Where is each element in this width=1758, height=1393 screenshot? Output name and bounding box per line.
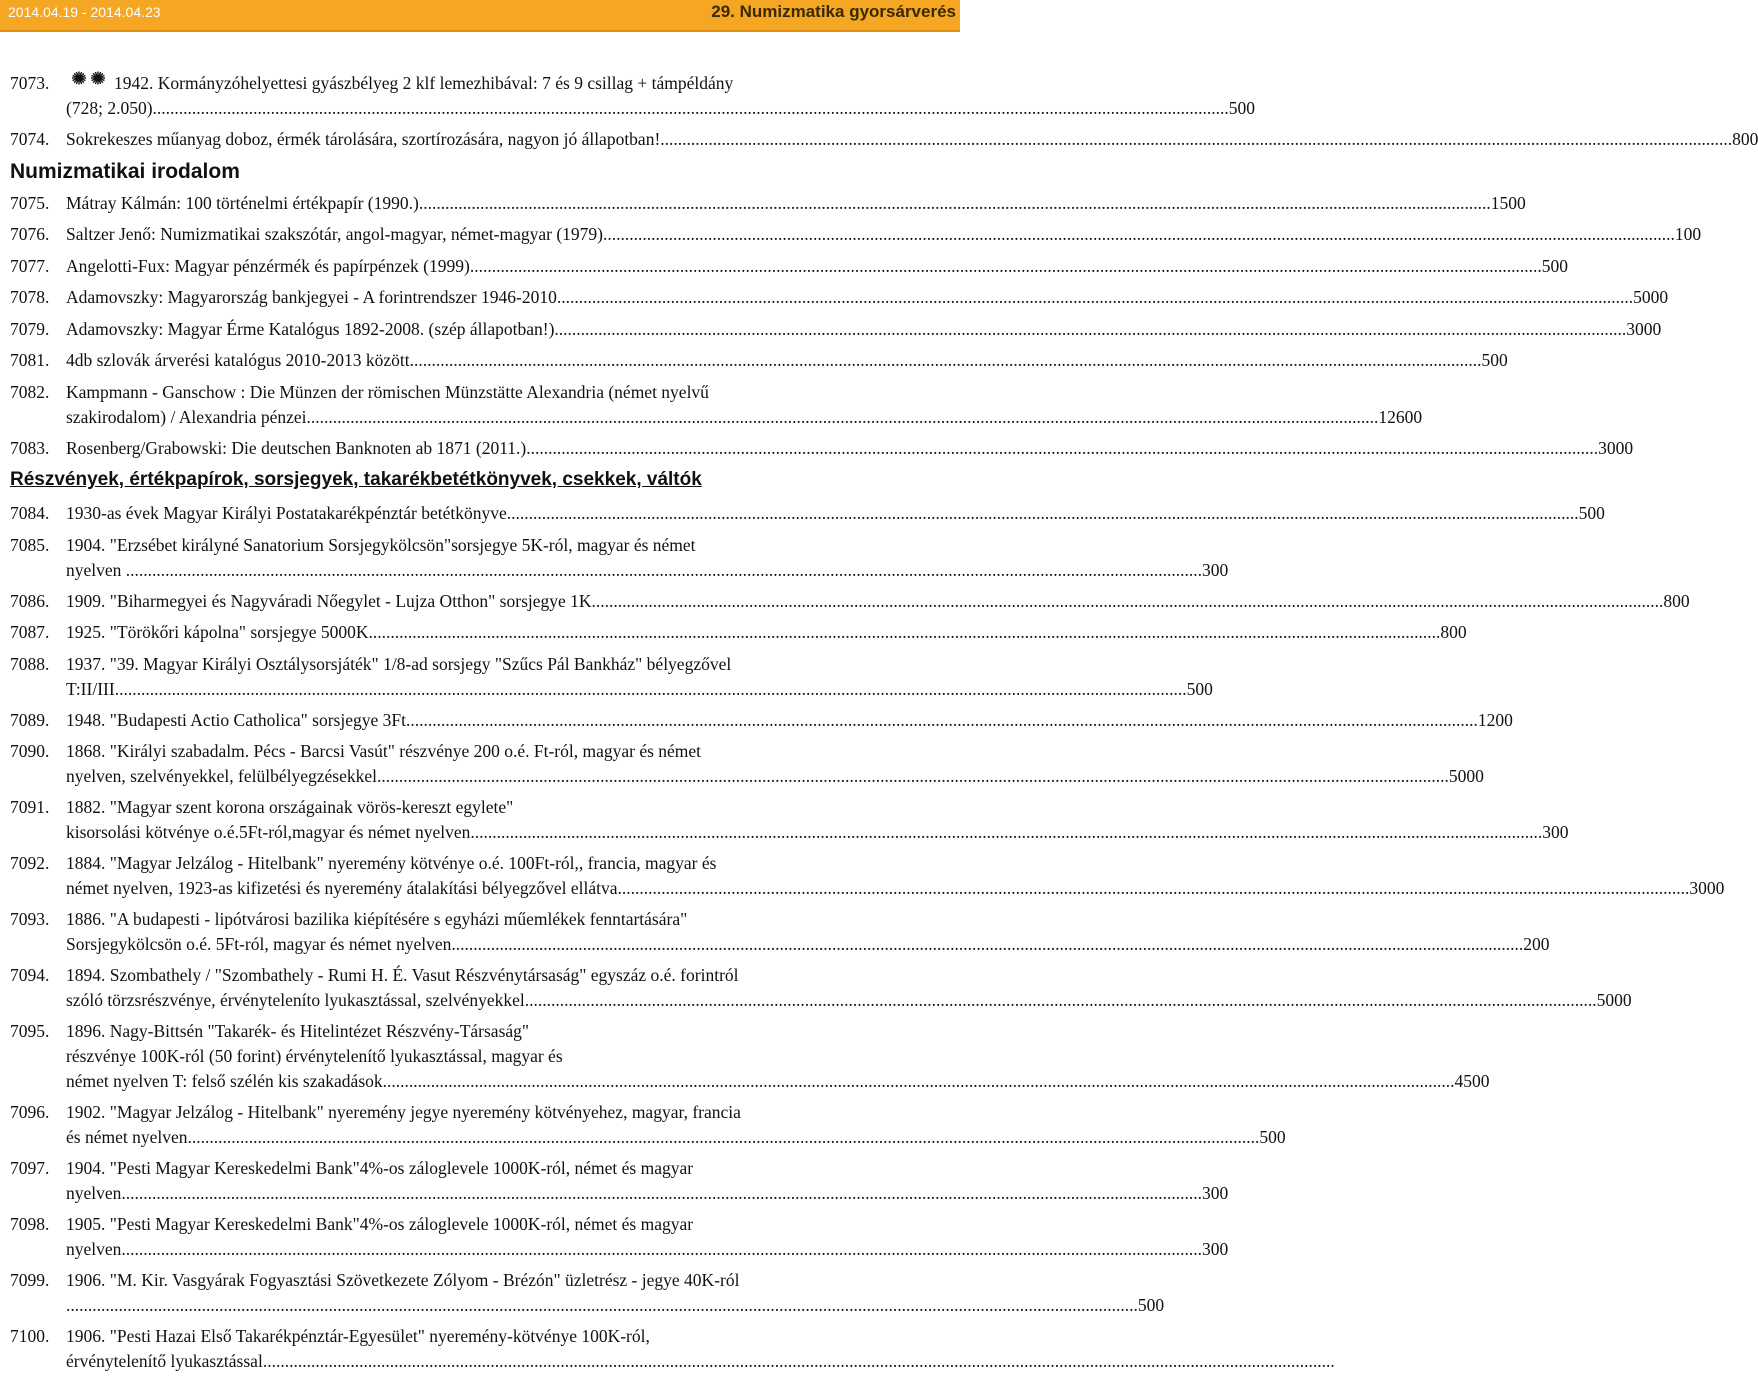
lot-number: 7096. xyxy=(10,1102,50,1122)
description-line xyxy=(66,1324,1335,1349)
dot-leader xyxy=(554,317,1626,342)
description-line xyxy=(66,348,1508,373)
lot-number: 7094. xyxy=(10,965,50,985)
description-line xyxy=(66,1237,1228,1262)
lot-price: 800 xyxy=(1663,590,1690,611)
dot-leader xyxy=(187,1125,1259,1150)
catalog-entry xyxy=(10,380,1423,430)
description-line xyxy=(66,708,1513,733)
description-line xyxy=(66,1293,1164,1318)
lot-text: 1937. "39. Magyar Királyi Osztálysorsjáték" 1/8-ad sorsjegy "Szűcs Pál Bankház" bélyegzővel xyxy=(66,653,732,674)
section-heading-shares: Részvények, értékpapírok, sorsjegyek, takarékbetétkönyvek, csekkek, váltók xyxy=(10,469,702,490)
dot-leader xyxy=(307,405,1379,430)
lot-description xyxy=(66,1212,1228,1262)
catalog-entry xyxy=(10,1019,1490,1094)
dot-leader xyxy=(383,1069,1455,1094)
lot-price: 5000 xyxy=(1448,766,1484,786)
dot-leader xyxy=(130,1237,1202,1262)
lot-text: szóló törzsrészvénye, érvényteleníto lyukasztással, szelvényekkel xyxy=(66,990,525,1010)
lot-number: 7083. xyxy=(10,437,50,458)
lot-description xyxy=(66,589,1690,614)
lot-number: 7092. xyxy=(10,853,50,873)
lot-text: 1930-as évek Magyar Királyi Postatakarékpénztár betétkönyve xyxy=(66,503,507,523)
lot-description xyxy=(66,285,1668,310)
lot-description xyxy=(66,436,1633,461)
lot-number: 7088. xyxy=(10,653,50,674)
lot-text: 1902. "Magyar Jelzálog - Hitelbank" nyeremény jegye nyeremény kötvényehez, magyar, francia xyxy=(66,1102,741,1122)
lot-text: 1886. "A budapesti - lipótvárosi bazilika kiépítésére s egyházi műemlékek fenntartására" xyxy=(66,909,688,929)
lot-text: részvénye 100K-ról (50 forint) érvénytelenítő lyukasztással, magyar és xyxy=(66,1046,563,1066)
catalog-entry xyxy=(10,348,1508,373)
description-line xyxy=(66,405,1422,430)
lot-text: (728; 2.050). xyxy=(66,98,157,118)
lot-number: 7090. xyxy=(10,741,50,761)
dot-leader xyxy=(130,558,1202,583)
lot-text: és német nyelven xyxy=(66,1127,188,1147)
lot-price: 5000 xyxy=(1633,287,1669,307)
lot-description xyxy=(66,71,1255,121)
dot-leader xyxy=(603,222,1675,247)
lot-description xyxy=(66,1268,1164,1318)
catalog-entry xyxy=(10,708,1513,733)
lot-price: 500 xyxy=(1137,1295,1165,1315)
dot-leader xyxy=(66,1293,1138,1318)
lot-description xyxy=(66,795,1568,845)
lot-text: 1884. "Magyar Jelzálog - Hitelbank" nyeremény kötvénye o.é. 100Ft-ról,, francia, magyar és xyxy=(66,853,717,873)
lot-price: 1200 xyxy=(1477,709,1513,730)
lot-number: 7073. xyxy=(10,73,50,93)
lot-number: 7095. xyxy=(10,1021,50,1041)
dot-leader xyxy=(406,708,1478,733)
lot-text: német nyelven, 1923-as kifizetési és nyeremény átalakítási bélyegzővel ellátva xyxy=(66,878,618,898)
lot-number: 7099. xyxy=(10,1270,50,1290)
lot-text: 1942. Kormányzóhelyettesi gyászbélyeg 2 klf lemezhibával: 7 és 9 csillag + támpéldány xyxy=(114,73,734,93)
lot-text: szakirodalom) / Alexandria pénzei xyxy=(66,406,307,427)
lot-text: 1904. "Erzsébet királyné Sanatorium Sorsjegykölcsön"sorsjegye 5K-ról, magyar és német xyxy=(66,534,696,555)
dot-leader xyxy=(660,127,1732,152)
catalog-entry xyxy=(10,501,1605,526)
entries-shares xyxy=(10,501,1725,1374)
dot-leader xyxy=(470,254,1542,279)
dot-leader xyxy=(115,677,1187,702)
dot-leader xyxy=(526,436,1598,461)
lot-price: 300 xyxy=(1202,1239,1229,1259)
description-line xyxy=(66,96,1255,121)
description-line xyxy=(66,222,1701,247)
lot-number: 7089. xyxy=(10,709,50,730)
dot-leader xyxy=(561,285,1633,310)
lot-price: 3000 xyxy=(1626,318,1662,339)
description-line xyxy=(66,1125,1286,1150)
lot-text: 1906. "Pesti Hazai Első Takarékpénztár-Egyesület" nyeremény-kötvénye 100K-ról, xyxy=(66,1326,650,1346)
lot-price: 100 xyxy=(1674,224,1702,244)
lot-text: 1904. "Pesti Magyar Kereskedelmi Bank"4%-os záloglevele 1000K-ról, német és magyar xyxy=(66,1158,694,1178)
lot-description xyxy=(66,652,1213,702)
catalog-content xyxy=(10,71,1758,1380)
dot-leader xyxy=(419,191,1491,216)
lot-number: 7076. xyxy=(10,224,50,244)
description-line xyxy=(66,1156,1228,1181)
lot-number: 7078. xyxy=(10,287,50,307)
description-line xyxy=(66,501,1605,526)
description-line xyxy=(66,1268,1164,1293)
lot-price: 500 xyxy=(1228,98,1256,118)
catalog-entry xyxy=(10,1212,1229,1262)
lot-price: 200 xyxy=(1523,934,1550,954)
lot-description xyxy=(66,1100,1286,1150)
entries-literature xyxy=(10,191,1702,461)
catalog-entry xyxy=(10,620,1467,645)
lot-description xyxy=(66,907,1550,957)
catalog-entry xyxy=(10,1156,1229,1206)
lot-text: 1894. Szombathely / "Szombathely - Rumi H. É. Vasut Részvénytársaság" egyszáz o.é. forintról xyxy=(66,965,739,985)
lot-text: Sokrekeszes műanyag doboz, érmék tárolására, szortírozására, nagyon jó állapotban! xyxy=(66,129,661,149)
lot-number: 7100. xyxy=(10,1326,50,1346)
lot-price: 12600 xyxy=(1378,406,1423,427)
description-line xyxy=(66,285,1668,310)
lot-description xyxy=(66,127,1758,152)
description-line xyxy=(66,620,1467,645)
lot-text: nyelven.. xyxy=(66,1239,131,1259)
lot-description xyxy=(66,254,1568,279)
lot-price: 500 xyxy=(1578,503,1605,523)
lot-price: 300 xyxy=(1202,1183,1229,1203)
description-line xyxy=(66,589,1690,614)
catalog-entry xyxy=(10,795,1569,845)
catalog-entry xyxy=(10,436,1634,461)
lot-description xyxy=(66,739,1484,789)
catalog-entry xyxy=(10,739,1484,789)
lot-price: 4500 xyxy=(1454,1071,1490,1091)
lot-text: 1896. Nagy-Bittsén "Takarék- és Hitelintézet Részvény-Társaság" xyxy=(66,1021,530,1041)
lot-text: T:II/III xyxy=(66,678,115,699)
description-line xyxy=(66,932,1550,957)
catalog-entry xyxy=(10,589,1690,614)
lot-text: nyelven, szelvényekkel, felülbélyegzésekkel xyxy=(66,766,377,786)
section-heading-literature: Numizmatikai irodalom xyxy=(10,159,240,183)
lot-description xyxy=(66,380,1422,430)
description-line xyxy=(66,820,1568,845)
lot-text: Saltzer Jenő: Numizmatikai szakszótár, angol-magyar, német-magyar (1979) xyxy=(66,224,604,244)
dot-leader xyxy=(377,764,1449,789)
description-line xyxy=(66,436,1633,461)
lot-number: 7085. xyxy=(10,534,50,555)
catalog-entry xyxy=(10,191,1526,216)
description-line xyxy=(66,1349,1335,1374)
description-line xyxy=(66,127,1758,152)
lot-number: 7098. xyxy=(10,1214,50,1234)
catalog-entry xyxy=(10,851,1725,901)
lot-text: Adamovszky: Magyar Érme Katalógus 1892-2008. (szép állapotban!) xyxy=(66,318,555,339)
lot-price: 3000 xyxy=(1598,437,1634,458)
catalog-entry xyxy=(10,1324,872,1374)
dot-leader xyxy=(592,589,1664,614)
description-line xyxy=(66,254,1568,279)
lot-number: 7093. xyxy=(10,909,50,929)
catalog-entry xyxy=(10,222,1702,247)
description-line xyxy=(66,71,1255,96)
description-line xyxy=(66,380,1422,405)
lot-text: Mátray Kálmán: 100 történelmi értékpapír (1990.) xyxy=(66,192,419,213)
description-line xyxy=(66,907,1550,932)
lot-description xyxy=(66,963,1632,1013)
lot-description xyxy=(66,1019,1490,1094)
catalog-entry xyxy=(10,652,1213,702)
description-line xyxy=(66,191,1526,216)
dot-leader xyxy=(410,348,1482,373)
description-line xyxy=(66,876,1724,901)
dot-leader xyxy=(470,820,1542,845)
lot-text: Sorsjegykölcsön o.é. 5Ft-ról, magyar és német nyelven xyxy=(66,934,452,954)
description-line xyxy=(66,764,1484,789)
description-line xyxy=(66,533,1228,558)
description-line xyxy=(66,1019,1490,1044)
dot-leader xyxy=(525,988,1597,1013)
lot-price: 800 xyxy=(1440,622,1467,642)
lot-price: 300 xyxy=(1202,559,1229,580)
description-line xyxy=(66,739,1484,764)
lot-price: 5000 xyxy=(1596,990,1632,1010)
description-line xyxy=(66,558,1228,583)
lot-text: Rosenberg/Grabowski: Die deutschen Banknoten ab 1871 (2011.) xyxy=(66,437,527,458)
catalog-entry xyxy=(10,1100,1286,1150)
description-line xyxy=(66,851,1724,876)
lot-number: 7097. xyxy=(10,1158,50,1178)
lot-text: 4db szlovák árverési katalógus 2010-2013 között xyxy=(66,350,410,370)
lot-description xyxy=(66,501,1605,526)
lot-description xyxy=(66,620,1467,645)
lot-number: 7075. xyxy=(10,192,50,213)
lot-description xyxy=(66,708,1513,733)
catalog-entry xyxy=(10,127,1758,152)
description-line xyxy=(66,988,1632,1013)
description-line xyxy=(66,1044,1490,1069)
catalog-entry xyxy=(10,1268,1165,1318)
lot-text: 1905. "Pesti Magyar Kereskedelmi Bank"4%-os záloglevele 1000K-ról, német és magyar xyxy=(66,1214,694,1234)
lot-text: 1909. "Biharmegyei és Nagyváradi Nőegylet - Lujza Otthon" sorsjegye 1K xyxy=(66,590,592,611)
lot-text: kisorsolási kötvénye o.é.5Ft-ról,magyar és német nyelven xyxy=(66,822,471,842)
description-line xyxy=(66,795,1568,820)
lot-price: 500 xyxy=(1259,1127,1286,1147)
lot-text: érvénytelenítő lyukasztással xyxy=(66,1351,263,1371)
lot-description xyxy=(66,533,1228,583)
catalog-entry xyxy=(10,963,1632,1013)
lot-text: nyelven . xyxy=(66,559,131,580)
lot-price: 3000 xyxy=(1689,878,1725,898)
catalog-entry xyxy=(10,907,1550,957)
lot-text: német nyelven T: felső szélén kis szakadások xyxy=(66,1071,383,1091)
dot-leader xyxy=(618,876,1690,901)
page-header xyxy=(0,0,960,32)
entries-top xyxy=(10,71,1758,152)
description-line xyxy=(66,1181,1228,1206)
lot-description xyxy=(66,1324,1335,1374)
lot-number: 7082. xyxy=(10,381,50,402)
lot-text: Angelotti-Fux: Magyar pénzérmék és papírpénzek (1999) xyxy=(66,255,470,276)
lot-text: Kampmann - Ganschow : Die Münzen der römischen Münzstätte Alexandria (német nyelvű xyxy=(66,381,709,402)
lot-price: 1500 xyxy=(1490,192,1526,213)
dot-leader xyxy=(507,501,1579,526)
catalog-entry xyxy=(10,533,1229,583)
description-line xyxy=(66,317,1661,342)
lot-number: 7087. xyxy=(10,622,50,642)
description-line xyxy=(66,963,1632,988)
dot-leader xyxy=(130,1181,1202,1206)
lot-price: 500 xyxy=(1481,350,1508,370)
auction-title: 29. Numizmatika gyorsárverés xyxy=(711,2,956,21)
description-line xyxy=(66,1100,1286,1125)
lot-number: 7086. xyxy=(10,590,50,611)
lot-text: 1882. "Magyar szent korona országainak vörös-kereszt egylete" xyxy=(66,797,514,817)
catalog-entry xyxy=(10,285,1669,310)
dot-leader xyxy=(157,96,1229,121)
lot-price: 500 xyxy=(1186,678,1213,699)
catalog-entry xyxy=(10,71,1256,121)
lot-description xyxy=(66,348,1508,373)
lot-text: Adamovszky: Magyarország bankjegyei - A forintrendszer 1946-2010. xyxy=(66,287,562,307)
lot-description xyxy=(66,317,1661,342)
lot-text: nyelven.. xyxy=(66,1183,131,1203)
lot-description xyxy=(66,851,1724,901)
description-line xyxy=(66,1069,1490,1094)
dot-leader xyxy=(263,1349,1335,1374)
auction-dates: 2014.04.19 - 2014.04.23 xyxy=(8,4,161,20)
lot-number: 7081. xyxy=(10,350,50,370)
lot-number: 7077. xyxy=(10,255,50,276)
double-star-icon xyxy=(70,71,108,85)
lot-text: 1906. "M. Kir. Vasgyárak Fogyasztási Szövetkezete Zólyom - Brézón" üzletrész - jegye 40K-ról xyxy=(66,1270,740,1290)
catalog-entry xyxy=(10,317,1662,342)
lot-description xyxy=(66,191,1526,216)
catalog-entry xyxy=(10,254,1568,279)
dot-leader xyxy=(369,620,1441,645)
lot-text: 1925. "Törökőri kápolna" sorsjegye 5000K xyxy=(66,622,369,642)
lot-number: 7084. xyxy=(10,503,50,523)
lot-text: 1948. "Budapesti Actio Catholica" sorsjegye 3Ft xyxy=(66,709,406,730)
lot-number: 7074. xyxy=(10,129,50,149)
description-line xyxy=(66,1212,1228,1237)
lot-price: 800 xyxy=(1732,129,1758,149)
description-line xyxy=(66,677,1213,702)
lot-text: 1868. "Királyi szabadalm. Pécs - Barcsi Vasút" részvénye 200 o.é. Ft-ról, magyar és német xyxy=(66,741,702,761)
lot-number: 7091. xyxy=(10,797,50,817)
lot-number: 7079. xyxy=(10,318,50,339)
lot-price: 500 xyxy=(1541,255,1568,276)
lot-description xyxy=(66,1156,1228,1206)
lot-description xyxy=(66,222,1701,247)
description-line xyxy=(66,652,1213,677)
dot-leader xyxy=(451,932,1523,957)
lot-price: 300 xyxy=(1542,822,1569,842)
